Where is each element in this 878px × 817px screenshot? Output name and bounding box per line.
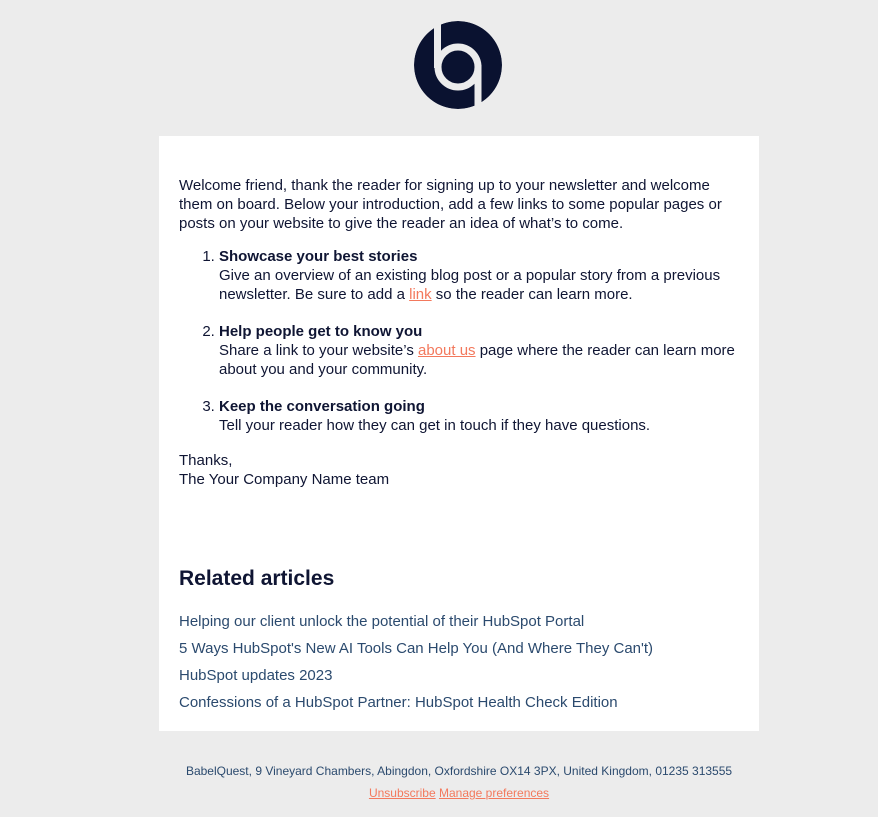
related-article-link[interactable]: HubSpot updates 2023 — [179, 667, 333, 684]
step-text: Share a link to your website’s — [219, 342, 418, 359]
list-item — [179, 693, 739, 712]
list-item — [179, 666, 739, 685]
step-text: Give an overview of an existing blog post or a popular story from a previous newsletter. Be sure to add a — [219, 267, 721, 303]
step-title: 3. Keep the conversation going — [219, 398, 425, 415]
step-item — [219, 397, 739, 435]
step-body — [219, 341, 739, 379]
steps-list — [179, 247, 739, 435]
step-item — [219, 247, 739, 304]
step-item — [219, 322, 739, 379]
signoff — [179, 451, 739, 489]
unsubscribe-link[interactable]: Unsubscribe — [368, 786, 436, 800]
brand-logo[interactable] — [414, 21, 502, 109]
babelquest-logo-icon — [414, 21, 502, 109]
related-articles-section — [179, 566, 739, 720]
related-article-link[interactable]: Helping our client unlock the potential of their HubSpot Portal — [179, 613, 585, 630]
company-address: BabelQuest, 9 Vineyard Chambers, Abingdon, Oxfordshire OX14 3PX, United Kingdom, 01235 313555 — [185, 764, 733, 778]
about-us-link[interactable]: about us — [418, 342, 476, 359]
story-link[interactable]: link — [409, 286, 432, 303]
email-card — [159, 136, 759, 731]
step-title: 1. Showcase your best stories — [219, 248, 418, 265]
list-item — [179, 639, 739, 658]
related-articles-heading: Related articles — [179, 567, 335, 590]
related-article-link[interactable]: Confessions of a HubSpot Partner: HubSpot Health Check Edition — [179, 694, 618, 711]
footer-links — [0, 785, 878, 801]
step-text: so the reader can learn more. — [431, 286, 633, 303]
step-text: page where the reader can learn more about you and your community. — [219, 342, 735, 378]
list-item — [179, 612, 739, 631]
related-articles-list — [179, 612, 739, 712]
step-title: 2. Help people get to know you — [219, 323, 423, 340]
manage-preferences-link[interactable]: Manage preferences — [438, 786, 550, 800]
email-body — [179, 176, 739, 489]
related-article-link[interactable]: 5 Ways HubSpot's New AI Tools Can Help You (And Where They Can't) — [179, 640, 654, 657]
signoff-team: The Your Company Name team — [179, 471, 390, 488]
email-footer — [0, 763, 878, 801]
step-body — [219, 266, 739, 304]
intro-paragraph: Welcome friend, thank the reader for signing up to your newsletter and welcome them on board. Below your introduction, add a few links to some popular pages or posts on your website to give the reader an idea of what’s to come. — [179, 177, 722, 232]
signoff-thanks: Thanks, — [179, 452, 233, 469]
step-body: Tell your reader how they can get in touch if they have questions. — [219, 417, 651, 434]
